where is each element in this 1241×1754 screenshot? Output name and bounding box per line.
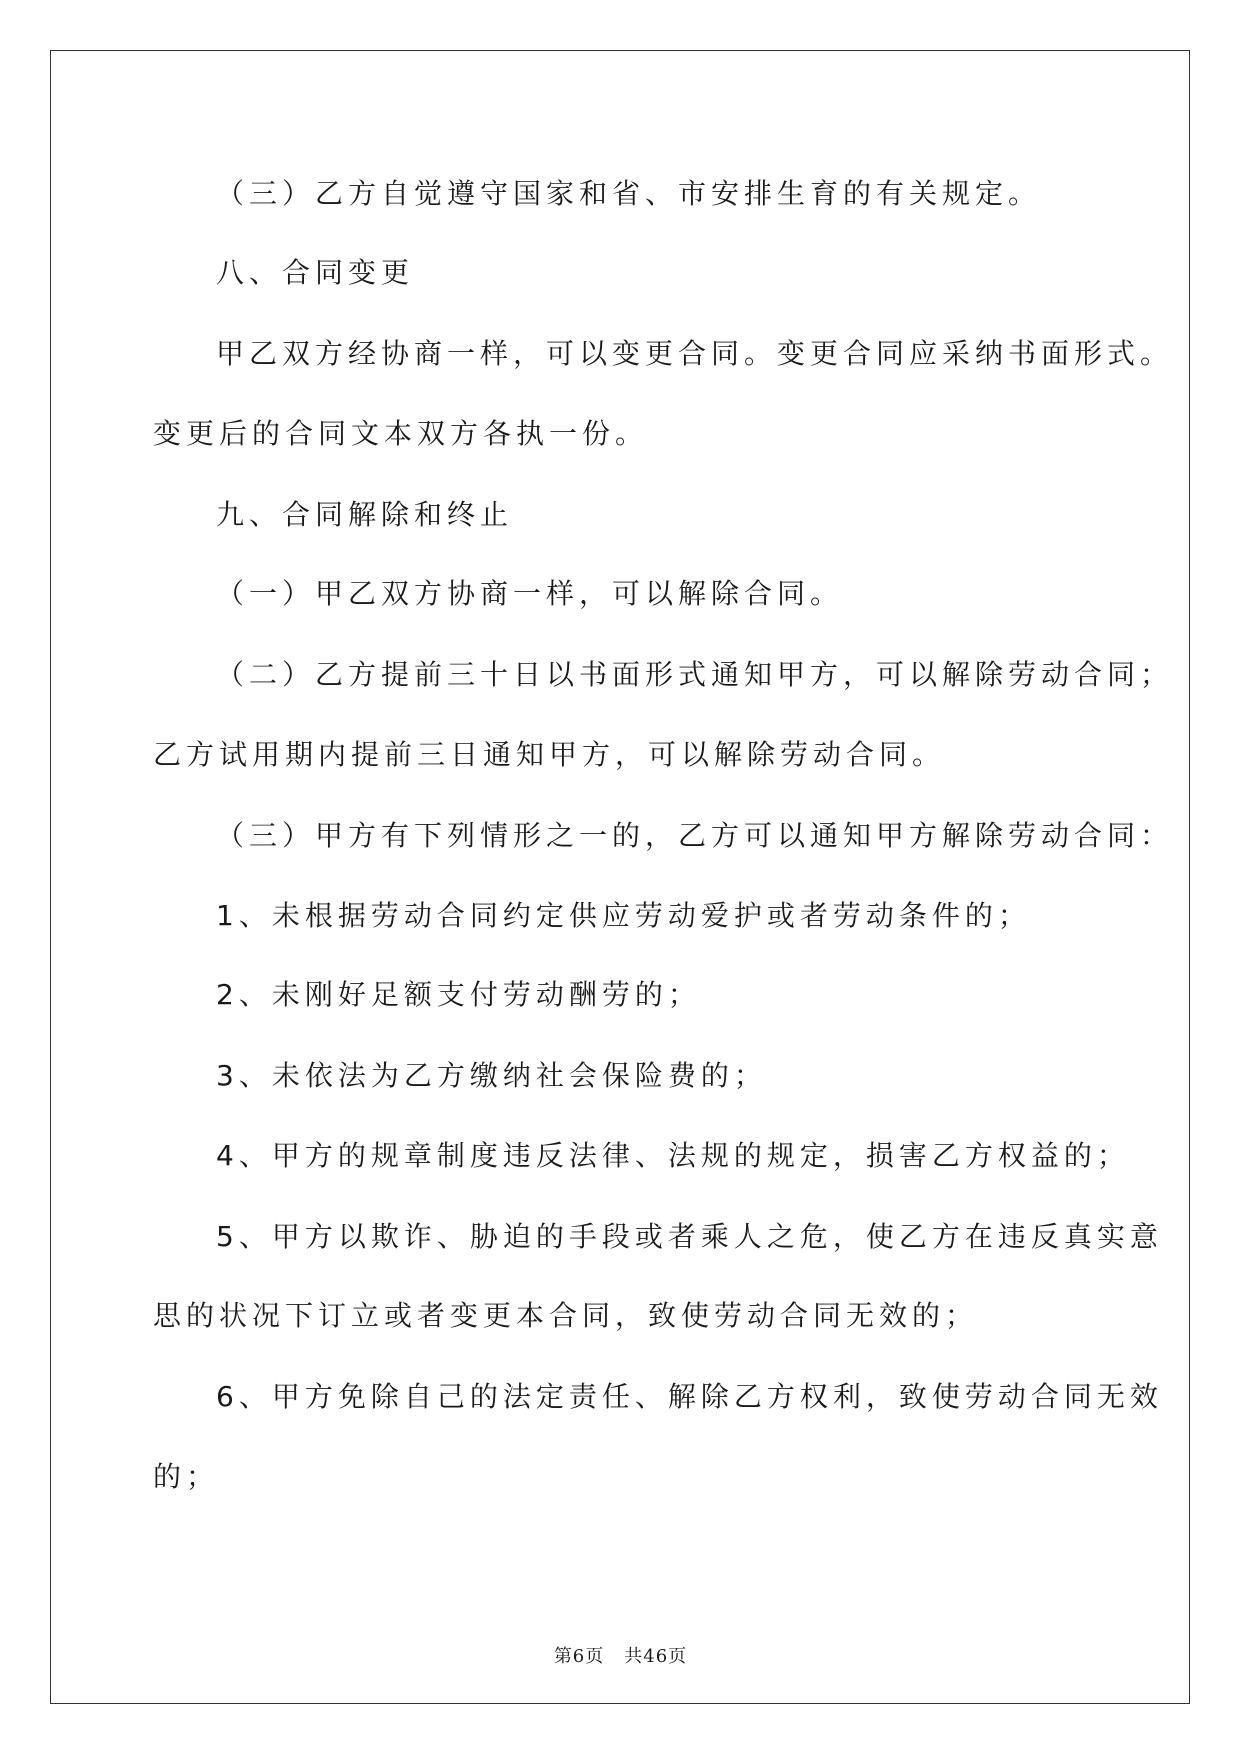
- section-heading-9: 九、合同解除和终止: [216, 498, 514, 531]
- page-border: [50, 50, 1190, 1704]
- list-item-3: 3、未依法为乙方缴纳社会保险费的；: [216, 1059, 767, 1092]
- list-item-2: 2、未刚好足额支付劳动酬劳的；: [216, 978, 701, 1011]
- clause-7-3: （三）乙方自觉遵守国家和省、市安排生育的有关规定。: [216, 177, 1042, 210]
- list-item-4: 4、甲方的规章制度违反法律、法规的规定，损害乙方权益的；: [216, 1139, 1130, 1172]
- clause-9-2: （二）乙方提前三十日以书面形式通知甲方，可以解除劳动合同；: [216, 658, 1174, 691]
- page-total: 共46页: [624, 1646, 688, 1667]
- list-item-1: 1、未根据劳动合同约定供应劳动爱护或者劳动条件的；: [216, 899, 1031, 932]
- section-heading-8: 八、合同变更: [216, 256, 415, 289]
- page-footer: [0, 1648, 1241, 1666]
- paragraph-line: 乙方试用期内提前三日通知甲方，可以解除劳动合同。: [153, 738, 946, 771]
- paragraph-line: 甲乙双方经协商一样，可以变更合同。变更合同应采纳书面形式。: [216, 337, 1174, 370]
- clause-9-1: （一）甲乙双方协商一样，可以解除合同。: [216, 577, 844, 610]
- clause-9-3: （三）甲方有下列情形之一的，乙方可以通知甲方解除劳动合同：: [216, 819, 1174, 852]
- paragraph-line: 思的状况下订立或者变更本合同，致使劳动合同无效的；: [153, 1299, 979, 1332]
- paragraph-line: 变更后的合同文本双方各执一份。: [153, 417, 649, 450]
- list-item-5: 5、甲方以欺诈、胁迫的手段或者乘人之危，使乙方在违反真实意: [216, 1220, 1163, 1253]
- list-item-6: 6、甲方免除自己的法定责任、解除乙方权利，致使劳动合同无效: [216, 1380, 1163, 1413]
- page-number: 第6页: [553, 1646, 605, 1667]
- paragraph-line: 的；: [153, 1460, 220, 1493]
